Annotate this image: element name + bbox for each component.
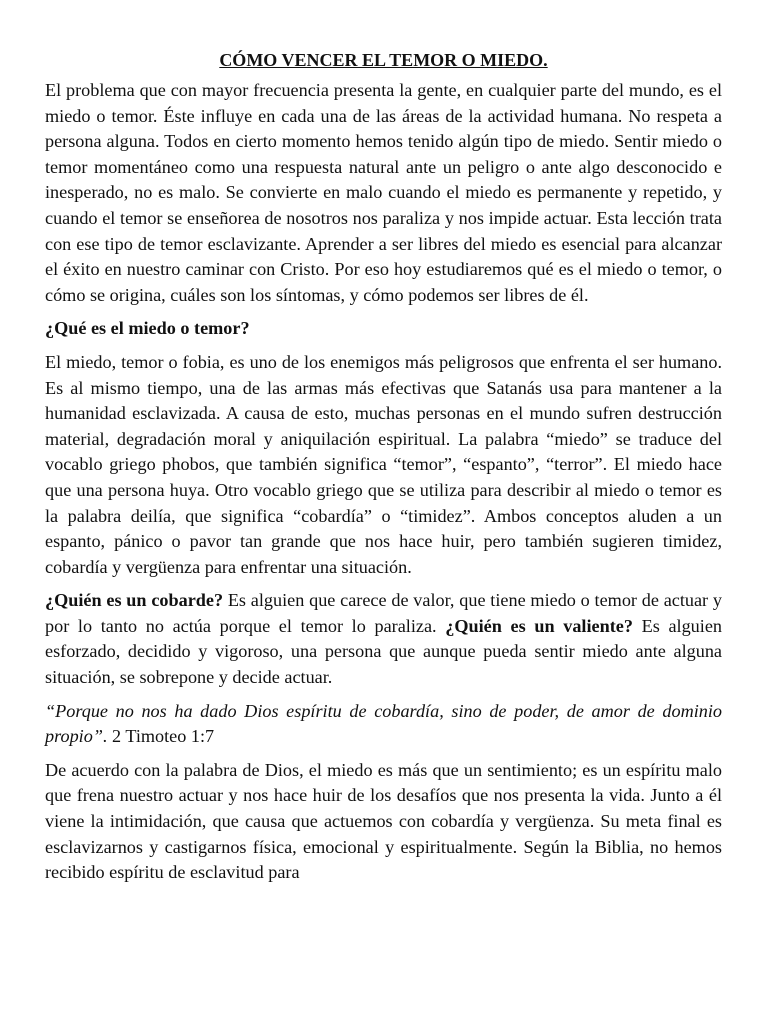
brave-question: ¿Quién es un valiente? [445, 615, 633, 636]
definition-paragraph: El miedo, temor o fobia, es uno de los enemigos más peligrosos que enfrenta el ser humano. Es al mismo tiempo, una de las armas más efectivas que Satanás usa para mantener a la humanidad esclavizada. A causa de esto, muchas personas en el mundo sufren destrucción material, degradación moral y aniquilación espiritual. La palabra “miedo” se traduce del vocablo griego phobos, que también significa “temor”, “espanto”, “terror”. El miedo hace que una persona huya. Otro vocablo griego que se utiliza para describir al miedo o temor es la palabra deilía, que significa “cobardía” o “timidez”. Ambos conceptos aluden a un espanto, pánico o pavor tan grande que nos hace huir, pero también sugieren timidez, cobardía y vergüenza para enfrentar una situación. [45, 351, 722, 577]
quote-reference: 2 Timoteo 1:7 [107, 726, 215, 747]
quote-text: “Porque no nos ha dado Dios espíritu de cobardía, sino de poder, de amor de dominio propio”. [45, 700, 722, 747]
coward-question: ¿Quién es un cobarde? [45, 590, 224, 611]
intro-paragraph: El problema que con mayor frecuencia presenta la gente, en cualquier parte del mundo, es el miedo o temor. Éste influye en cada una de las áreas de la actividad humana. No respeta a persona alguna. Todos en cierto momento hemos tenido algún tipo de miedo. Sentir miedo o temor momentáneo como una respuesta natural ante un peligro o ante algo desconocido e inesperado, no es malo. Se convierte en malo cuando el miedo es permanente y repetido, y cuando el temor se enseñorea de nosotros nos paraliza y nos impide actuar. Esta lección trata con ese tipo de temor esclavizante. Aprender a ser libres del miedo es esencial para alcanzar el éxito en nuestro caminar con Cristo. Por eso hoy estudiaremos qué es el miedo o temor, o cómo se origina, cuáles son los síntomas, y cómo podemos ser libres de él. [45, 80, 722, 305]
closing-paragraph: De acuerdo con la palabra de Dios, el miedo es más que un sentimiento; es un espíritu malo que frena nuestro actuar y nos hace huir de los desafíos que nos presenta la vida. Junto a él viene la intimidación, que causa que actuemos con cobardía y vergüenza. Su meta final es esclavizarnos y castigarnos física, emocional y espiritualmente. Según la Biblia, no hemos recibido espíritu de esclavitud para [45, 759, 722, 883]
brave-answer: Es alguien esforzado, decidido y vigoroso, una persona que aunque pueda sentir miedo ante alguna situación, se sobrepone y decide actuar. [45, 615, 722, 688]
coward-brave-paragraph [45, 588, 722, 690]
bible-quote [45, 699, 722, 750]
page-title: CÓMO VENCER EL TEMOR O MIEDO. [219, 50, 548, 70]
coward-answer: Es alguien que carece de valor, que tiene miedo o temor de actuar y por lo tanto no actúa porque el temor lo paraliza. [45, 590, 722, 636]
section-heading: ¿Qué es el miedo o temor? [45, 318, 250, 339]
